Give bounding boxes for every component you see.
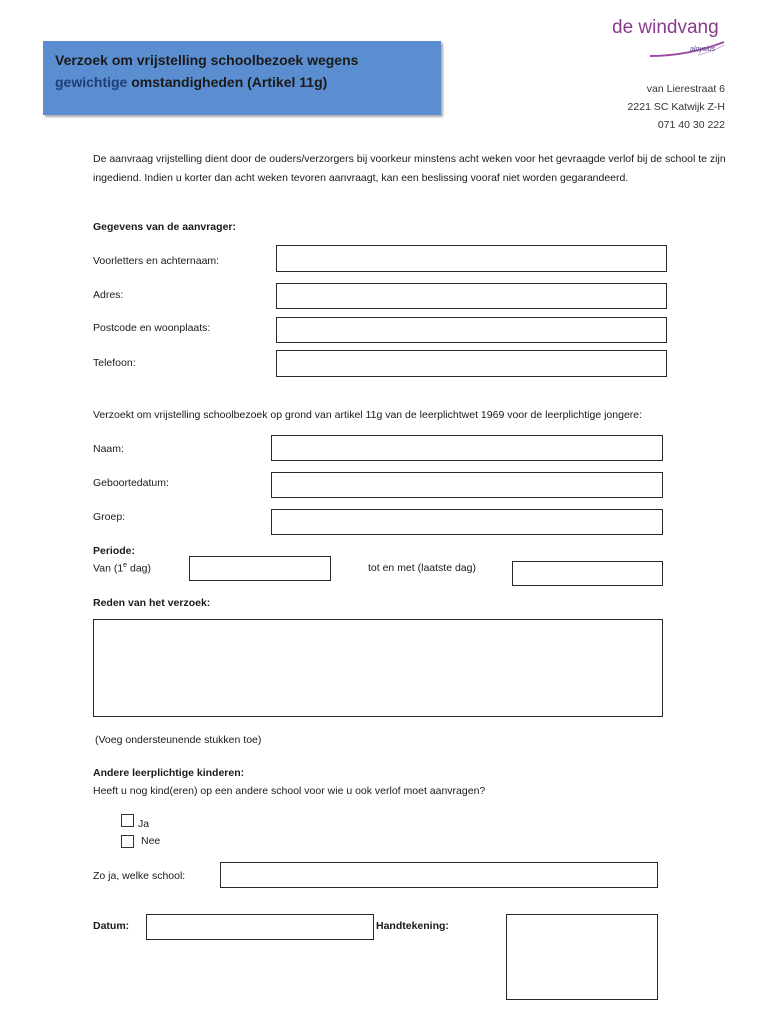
title-banner	[43, 41, 441, 115]
period-heading: Periode:	[93, 545, 136, 557]
applicant-address-field[interactable]	[276, 283, 667, 309]
address-phone: 071 40 30 222	[657, 119, 725, 131]
page-title-line1: Verzoek om vrijstelling schoolbezoek wegens	[55, 52, 359, 68]
period-to-label: tot en met (laatste dag)	[368, 562, 476, 574]
logo-subtitle: aloysius	[690, 46, 716, 53]
child-group-field[interactable]	[271, 509, 663, 535]
reason-textarea[interactable]	[93, 619, 663, 717]
child-name-label: Naam:	[93, 443, 124, 455]
page-title-line2	[55, 74, 327, 90]
child-name-field[interactable]	[271, 435, 663, 461]
school-field[interactable]	[220, 862, 658, 888]
intro-paragraph: De aanvraag vrijstelling dient door de ouders/verzorgers bij voorkeur minstens acht weken voor het gevraagde verlof bij de school te zijn ingediend. Indien u korter dan acht weken tevoren aanvraagt, kan een beslissing vooraf niet worden gegarandeerd.	[93, 153, 726, 184]
request-text: Verzoekt om vrijstelling schoolbezoek op grond van artikel 11g van de leerplichtwet 1969 voor de leerplichtige jongere:	[93, 409, 643, 421]
yes-checkbox[interactable]	[121, 814, 134, 827]
date-field[interactable]	[146, 914, 374, 940]
yes-label: Ja	[138, 818, 150, 830]
no-label: Nee	[141, 835, 161, 847]
child-birthdate-field[interactable]	[271, 472, 663, 498]
applicant-name-label: Voorletters en achternaam:	[93, 255, 220, 267]
period-from-field[interactable]	[189, 556, 331, 581]
no-checkbox[interactable]	[121, 835, 134, 848]
address-street: van Lierestraat 6	[646, 83, 725, 95]
signature-field[interactable]	[506, 914, 658, 1000]
date-label: Datum:	[93, 920, 130, 932]
applicant-address-label: Adres:	[93, 289, 124, 301]
reason-heading: Reden van het verzoek:	[93, 597, 211, 609]
applicant-name-field[interactable]	[276, 245, 667, 272]
child-birthdate-label: Geboortedatum:	[93, 477, 169, 489]
address-city: 2221 SC Katwijk Z-H	[627, 101, 725, 113]
reason-note: (Voeg ondersteunende stukken toe)	[95, 734, 262, 746]
applicant-heading: Gegevens van de aanvrager:	[93, 221, 236, 233]
signature-label: Handtekening:	[376, 920, 449, 932]
applicant-phone-field[interactable]	[276, 350, 667, 377]
applicant-postal-label: Postcode en woonplaats:	[93, 322, 211, 334]
title-highlight: gewichtige	[55, 74, 128, 90]
school-label: Zo ja, welke school:	[93, 870, 186, 882]
child-group-label: Groep:	[93, 511, 126, 523]
title-rest: omstandigheden (Artikel 11g)	[127, 74, 328, 90]
siblings-heading: Andere leerplichtige kinderen:	[93, 767, 245, 779]
period-from-label: Van (1e dag)	[93, 562, 152, 575]
siblings-question: Heeft u nog kind(eren) op een andere school voor wie u ook verlof moet aanvragen?	[93, 785, 486, 797]
applicant-phone-label: Telefoon:	[93, 357, 136, 369]
logo: de windvang	[612, 17, 719, 38]
applicant-postal-field[interactable]	[276, 317, 667, 343]
period-to-field[interactable]	[512, 561, 663, 586]
